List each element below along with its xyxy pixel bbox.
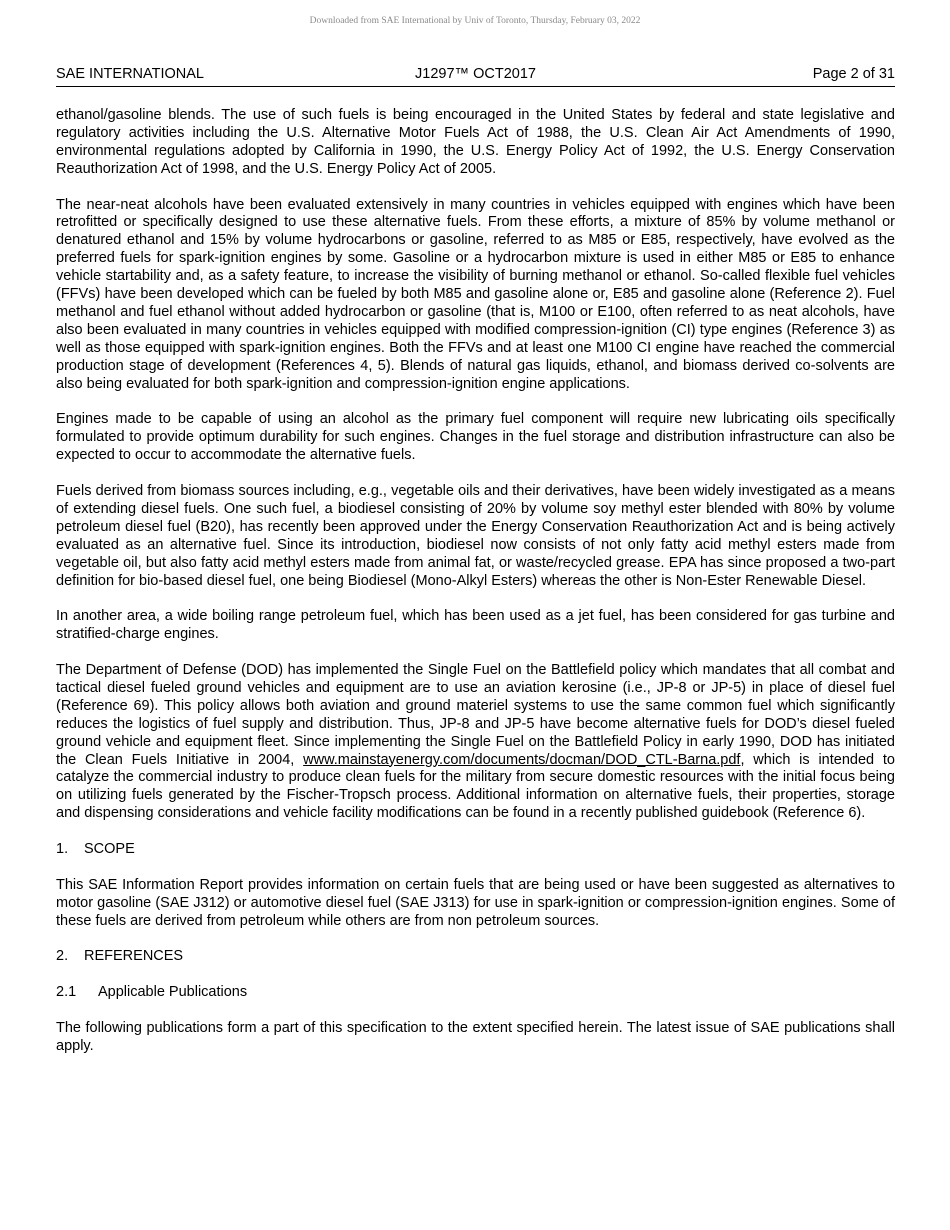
section-title: SCOPE xyxy=(84,841,135,858)
scope-paragraph: This SAE Information Report provides information on certain fuels that are being used or have been suggested as alternatives to motor gasoline (SAE J312) or automotive diesel fuel (SAE J313) for use in spark-ignition or compression-ignition engines. Some of these fuels are derived from petroleum while others are from non petroleum sources. xyxy=(56,876,895,929)
publisher-name: SAE INTERNATIONAL xyxy=(56,66,204,82)
applicable-publications-paragraph: The following publications form a part of this specification to the extent specified herein. The latest issue of SAE publications shall apply. xyxy=(56,1020,895,1054)
section-number: 2.1 xyxy=(56,984,77,1001)
page-header xyxy=(56,66,895,87)
paragraph: In another area, a wide boiling range petroleum fuel, which has been used as a jet fuel, has been considered for gas turbine and stratified-charge engines. xyxy=(56,608,895,643)
download-watermark: Downloaded from SAE International by Univ of Toronto, Thursday, February 03, 2022 xyxy=(309,16,641,26)
mainstay-energy-link[interactable]: www.mainstayenergy.com/documents/docman/DOD_CTL-Barna.pdf xyxy=(303,751,741,768)
section-title: REFERENCES xyxy=(84,948,184,965)
paragraph: Fuels derived from biomass sources including, e.g., vegetable oils and their derivatives, have been widely investigated as a means of extending diesel fuels. One such fuel, a biodiesel consisting of 20% by volume soy methyl ester blended with 80% by volume petroleum diesel fuel (B20), has recently been approved under the Energy Conservation Reauthorization Act and is being actively evaluated as an alternative fuel. Since its introduction, biodiesel now consists of not only fatty acid methyl esters made from vegetable oil, but also fatty acid methyl esters made from animal fat, or waste/recycled grease. EPA has since proposed a two-part definition for bio-based diesel fuel, one being Biodiesel (Mono-Alkyl Esters) whereas the other is Non-Ester Renewable Diesel. xyxy=(56,482,895,589)
section-number: 2. xyxy=(56,948,69,965)
paragraph-text: , which is intended to catalyze the commercial industry to produce clean fuels for the military from secure domestic resources with the initial focus being on utilizing fuels generated by the Fischer-Tropsch process. Additional information on alternative fuels, their properties, storage and dispensing considerations and vehicle facility modifications can be found in a recently published guidebook (Reference 6). xyxy=(56,751,896,822)
page-number: Page 2 of 31 xyxy=(812,66,895,82)
document-number: J1297™ OCT2017 xyxy=(415,66,536,82)
paragraph: The near-neat alcohols have been evaluated extensively in many countries in vehicles equipped with engines which have been retrofitted or specifically designed to use these alternative fuels. From these efforts, a mixture of 85% by volume methanol or denatured ethanol and 15% by volume hydrocarbons or gasoline, referred to as M85 or E85, respectively, have evolved as the preferred fuels for spark-ignition engines by some. Gasoline or a hydrocarbon mixture is used in either M85 or E85 to enhance vehicle startability and, as a safety feature, to increase the visibility of burning methanol or ethanol. So-called flexible fuel vehicles (FFVs) have been developed which can be fueled by both M85 and gasoline alone or, E85 and gasoline alone (Reference 2). Fuel methanol and fuel ethanol without added hydrocarbon or gasoline (that is, M100 or E100, often referred to as neat alcohols, have also been evaluated in many countries in vehicles equipped with modified compression-ignition (CI) type engines (Reference 3) as well as those equipped with spark-ignition engines. Both the FFVs and at least one M100 CI engine have reached the commercial production stage of development (References 4, 5). Blends of natural gas liquids, ethanol, and biomass derived co-solvents are also being evaluated for both spark-ignition and compression-ignition engine applications. xyxy=(56,196,895,392)
dod-paragraph xyxy=(56,662,895,823)
section-number: 1. xyxy=(56,841,69,858)
section-title: Applicable Publications xyxy=(98,984,248,1001)
paragraph: Engines made to be capable of using an alcohol as the primary fuel component will require new lubricating oils specifically formulated to provide optimum durability for such engines. Changes in the fuel storage and distribution infrastructure can also be expected to occur to accommodate the alternative fuels. xyxy=(56,411,895,464)
section-heading-scope xyxy=(56,841,895,859)
document-body xyxy=(56,107,895,1074)
paragraph: ethanol/gasoline blends. The use of such fuels is being encouraged in the United States by federal and state legislative and regulatory activities including the U.S. Alternative Motor Fuels Act of 1988, the U.S. Clean Air Act Amendments of 1990, environmental regulations adopted by California in 1990, the U.S. Energy Policy Act of 1992, the U.S. Energy Conservation Reauthorization Act of 1998, and the U.S. Energy Policy Act of 2005. xyxy=(56,107,895,177)
section-heading-references xyxy=(56,948,895,966)
subsection-heading-applicable-publications xyxy=(56,984,895,1002)
paragraph-text: The Department of Defense (DOD) has implemented the Single Fuel on the Battlefield policy which mandates that all combat and tactical diesel fueled ground vehicles and equipment are to use an aviation kerosine (i.e., JP-8 or JP-5) in place of diesel fuel (Reference 69). This policy allows both aviation and ground materiel systems to use the same common fuel which significantly reduces the logistics of fuel supply and distribution. Thus, JP-8 and JP-5 have become alternative fuels for DOD’s diesel fueled ground vehicle and equipment fleet. Since implementing the Single Fuel on the Battlefield Policy in early 1990, DOD has initiated the Clean Fuels Initiative in 2004, xyxy=(56,662,895,768)
